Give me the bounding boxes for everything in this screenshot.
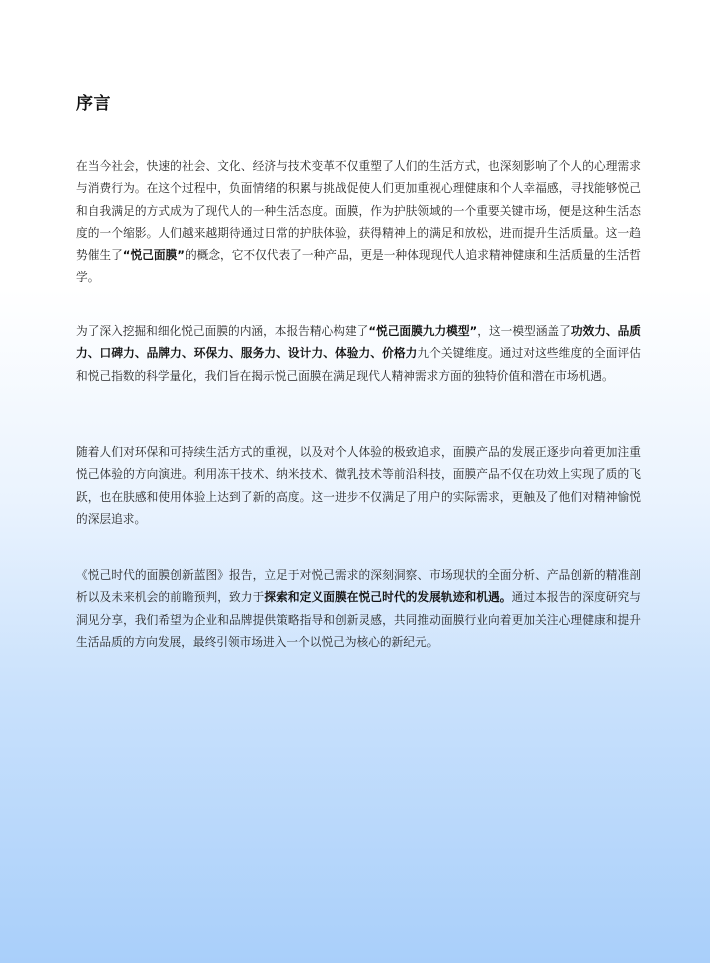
paragraph-text: 九个关键维度。通过对这些维度的全面评估和悦己指数的科学量化，我们旨在揭示悦己面膜在满足现代人精神需求方面的独特价值和潜在市场机遇。 xyxy=(76,346,641,383)
paragraph-text: 随着人们对环保和可持续生活方式的重视，以及对个人体验的极致追求，面膜产品的发展正逐步向着更加注重悦己体验的方向演进。利用冻干技术、纳米技术、微乳技术等前沿科技，面膜产品不仅在功效上实现了质的飞跃，也在肤感和使用体验上达到了新的高度。这一进步不仅满足了用户的实际需求，更触及了他们对精神愉悦的深层追求。 xyxy=(76,445,641,526)
paragraph-text: 在当今社会，快速的社会、文化、经济与技术变革不仅重塑了人们的生活方式，也深刻影响了个人的心理需求与消费行为。在这个过程中，负面情绪的积累与挑战促使人们更加重视心理健康和个人幸福感，寻找能够悦己和自我满足的方式成为了现代人的一种生活态度。面膜，作为护肤领域的一个重要关键市场，便是这种生活态度的一个缩影。人们越来越期待通过日常的护肤体验，获得精神上的满足和放松，进而提升生活质量。这一趋势催生了 xyxy=(76,159,641,263)
paragraph-bold-text: “悦己面膜” xyxy=(122,248,185,263)
page-title: 序言 xyxy=(76,94,111,114)
paragraph-text: 《悦己时代的面膜创新蓝图》报告，立足于对悦己需求的深刻洞察、市场现状的全面分析、产品创新的精准剖析以及未来机会的前瞻预判，致力于 xyxy=(76,568,641,605)
paragraph-text: 为了深入挖掘和细化悦己面膜的内涵，本报告精心构建了 xyxy=(76,324,369,338)
paragraph-text: 通过本报告的深度研究与洞见分享，我们希望为企业和品牌提供策略指导和创新灵感，共同推动面膜行业向着更加关注心理健康和提升生活品质的方向发展，最终引领市场进入一个以悦己为核心的新纪元。 xyxy=(76,590,641,649)
paragraph-text: 的概念，它不仅代表了一种产品，更是一种体现现代人追求精神健康和生活质量的生活哲学。 xyxy=(76,248,641,285)
paragraph-model xyxy=(76,320,641,387)
paragraph-bold-text: 功效力、品质力、口碑力、品牌力、环保力、服务力、设计力、体验力、价格力 xyxy=(76,324,641,361)
paragraph-intro xyxy=(76,155,641,289)
paragraph-report xyxy=(76,564,641,653)
paragraph-technology xyxy=(76,441,641,530)
paragraph-bold-text: “悦己面膜九力模型” xyxy=(368,324,478,338)
paragraph-text: ，这一模型涵盖了 xyxy=(477,324,571,338)
paragraph-bold-text: 探索和定义面膜在悦己时代的发展轨迹和机遇。 xyxy=(264,590,512,605)
